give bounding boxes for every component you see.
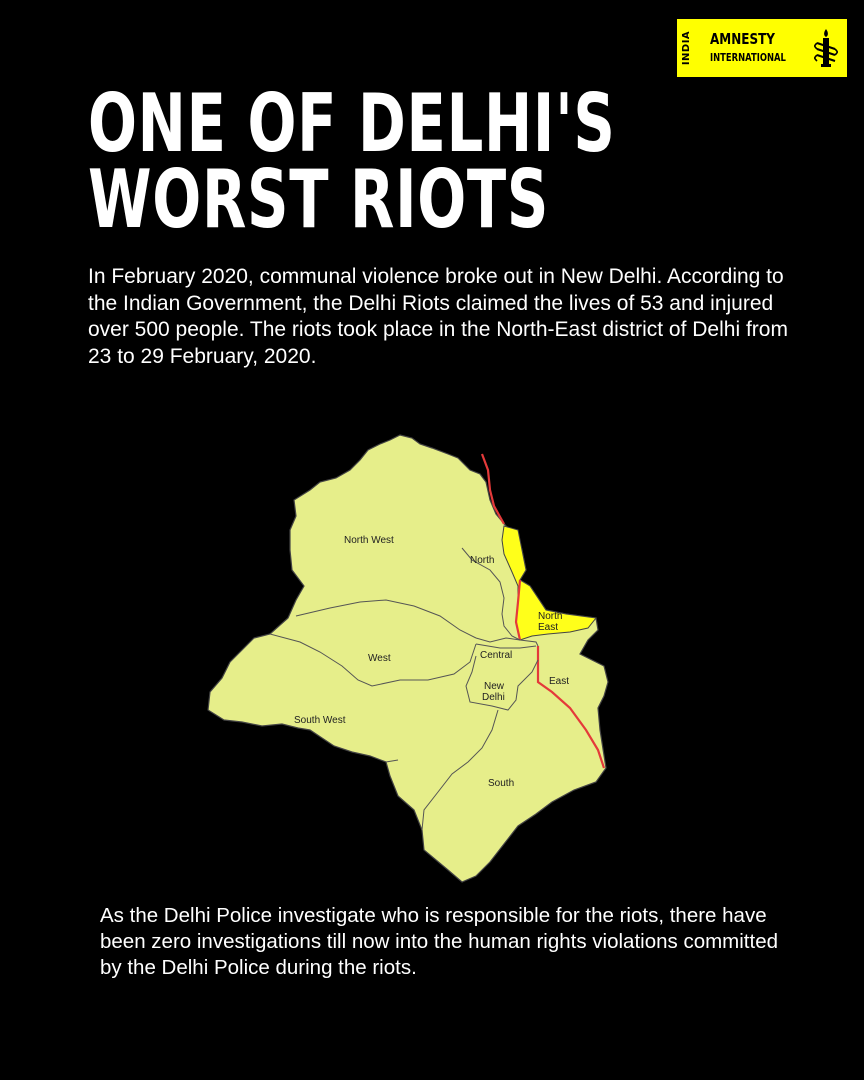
- label-central: Central: [480, 650, 513, 661]
- delhi-territory: [208, 435, 608, 882]
- title-line-2: WORST RIOTS: [88, 153, 550, 246]
- logo-line2: INTERNATIONAL: [710, 52, 786, 64]
- candle-barbed-wire-icon: [814, 27, 838, 69]
- title-line-1: ONE OF DELHI'S: [88, 77, 616, 170]
- amnesty-logo: [677, 19, 847, 77]
- label-new-delhi-line2: Delhi: [482, 692, 505, 703]
- label-south-west: South West: [294, 715, 346, 726]
- logo-country: INDIA: [681, 30, 692, 66]
- delhi-district-map: [200, 430, 620, 890]
- page-title: [88, 77, 616, 246]
- label-north-east-line1: North: [538, 611, 563, 622]
- label-north: North: [470, 555, 495, 566]
- label-north-east-line2: East: [538, 622, 559, 633]
- label-new-delhi-line1: New: [484, 681, 505, 692]
- label-south: South: [488, 778, 515, 789]
- label-west: West: [368, 653, 391, 664]
- closing-paragraph: As the Delhi Police investigate who is responsible for the riots, there have been zero investigations till now into the human rights violations committed by the Delhi Police during the riots.: [100, 904, 778, 979]
- label-north-west: North West: [344, 535, 394, 546]
- label-east: East: [549, 676, 570, 687]
- logo-line1: AMNESTY: [710, 30, 775, 48]
- intro-paragraph: In February 2020, communal violence broke out in New Delhi. According to the Indian Government, the Delhi Riots claimed the lives of 53 and injured over 500 people. The riots took place in the North-East district of Delhi from 23 to 29 February, 2020.: [88, 265, 788, 368]
